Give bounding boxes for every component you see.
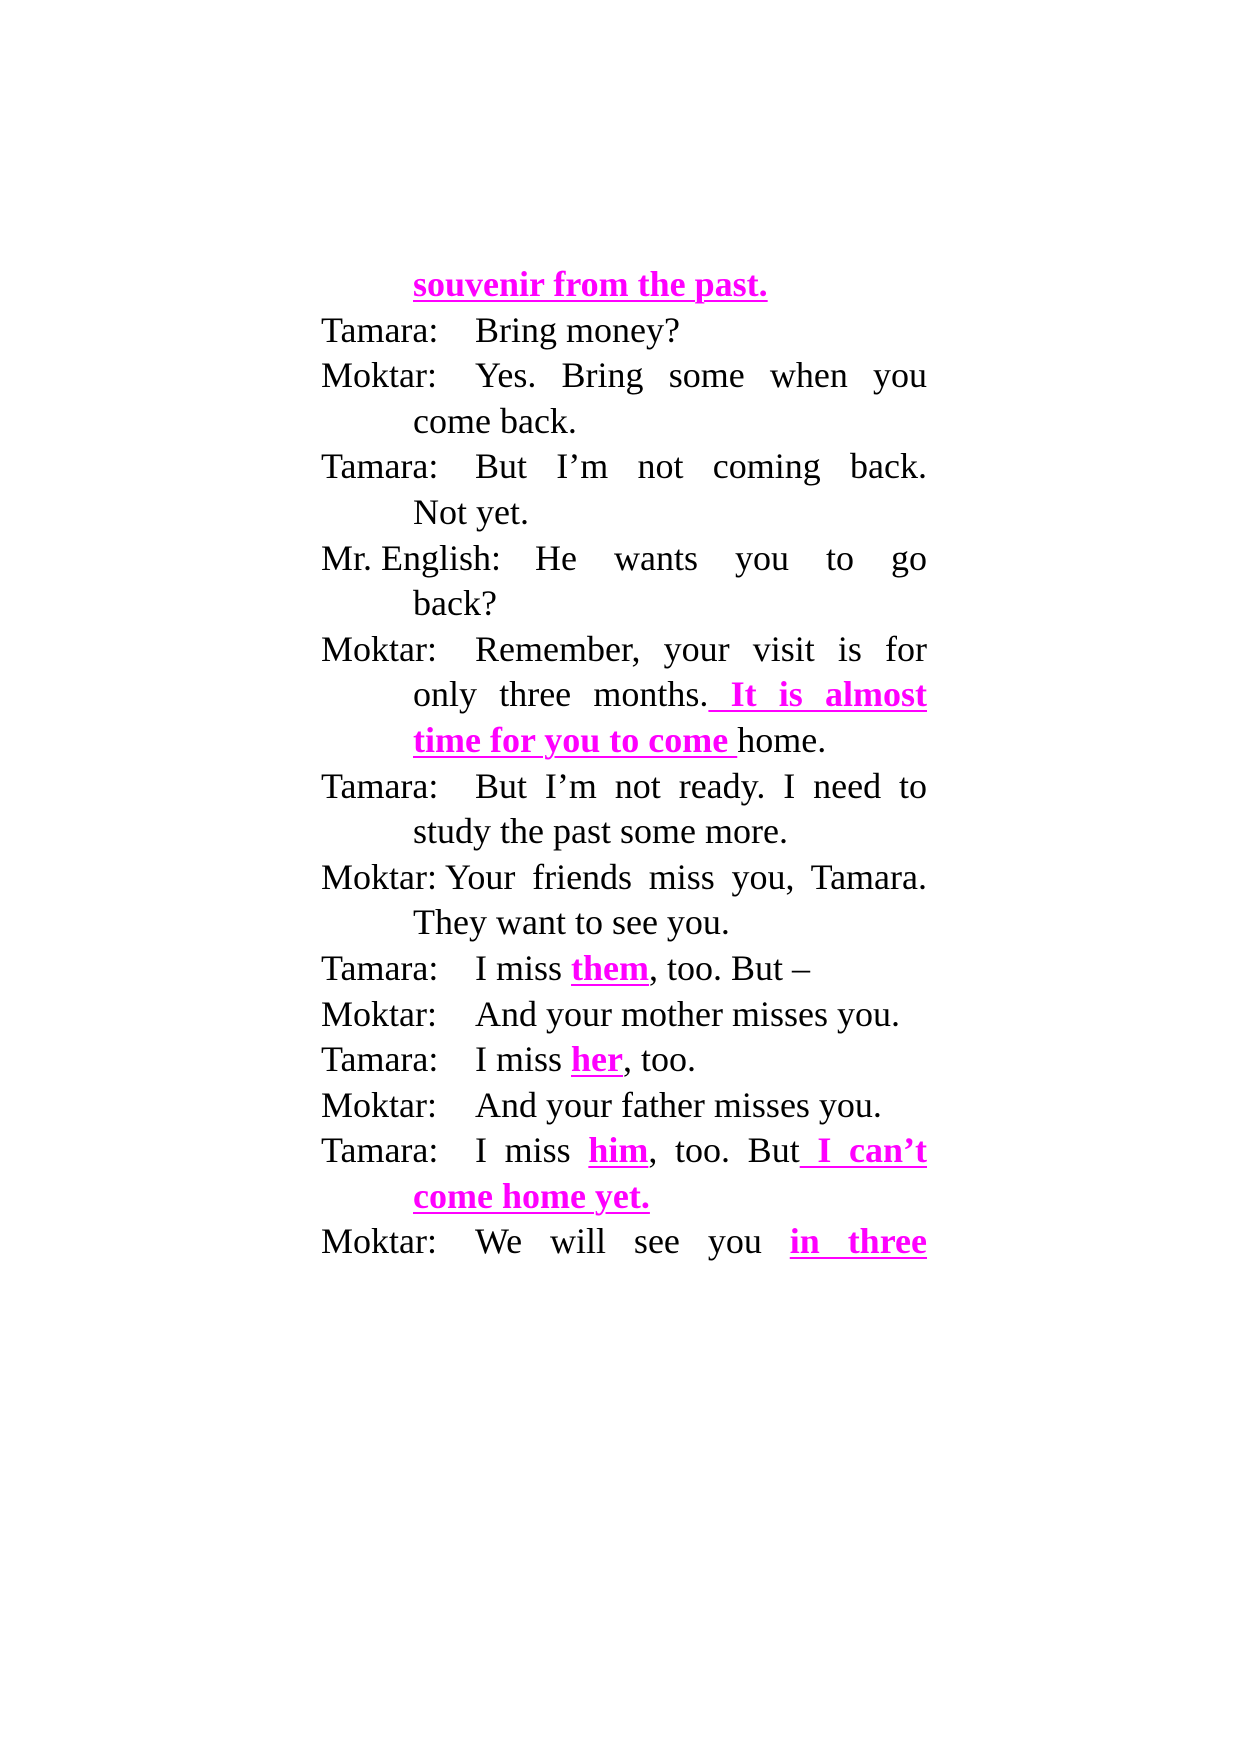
- dialogue-line: [321, 1219, 927, 1265]
- dialogue-line: [321, 262, 927, 308]
- dialogue-line: [321, 718, 927, 764]
- dialogue-text: , too. But: [648, 1130, 800, 1171]
- dialogue-text: back?: [413, 583, 497, 624]
- dialogue-text: I miss: [475, 947, 572, 988]
- dialogue-line: [321, 809, 927, 855]
- answer-highlight: I can’t: [799, 1130, 928, 1171]
- dialogue-line: [321, 536, 927, 582]
- dialogue-line: [321, 946, 927, 992]
- dialogue-line: [321, 900, 927, 946]
- speaker-label: Tamara:: [321, 947, 439, 988]
- answer-highlight: come home yet.: [413, 1175, 650, 1216]
- dialogue-text: Remember, your visit is for: [475, 628, 927, 669]
- speaker-label: Tamara:: [321, 1039, 439, 1080]
- dialogue-text: Not yet.: [413, 491, 529, 532]
- answer-highlight: her: [571, 1039, 623, 1080]
- dialogue-line: [321, 764, 927, 810]
- dialogue-line: [321, 1128, 927, 1174]
- dialogue-text: come back.: [413, 400, 577, 441]
- speaker-label: Tamara:: [321, 309, 439, 350]
- speaker-label: Moktar:: [321, 1221, 437, 1262]
- speaker-label: Moktar:: [321, 1084, 437, 1125]
- answer-highlight: It is almost: [708, 674, 928, 715]
- speaker-label: Mr. English:: [321, 537, 502, 578]
- dialogue-line: [321, 992, 927, 1038]
- dialogue-line: [321, 1083, 927, 1129]
- dialogue-text: home.: [737, 719, 827, 760]
- dialogue-text: I miss: [475, 1130, 589, 1171]
- dialogue-text: But I’m not ready. I need to: [475, 765, 927, 806]
- answer-highlight: them: [571, 947, 649, 988]
- dialogue-text: only three months.: [413, 674, 709, 715]
- speaker-label: Tamara:: [321, 765, 439, 806]
- speaker-label: Moktar:: [321, 355, 437, 396]
- dialogue-line: [321, 399, 927, 445]
- dialogue-text: study the past some more.: [413, 811, 788, 852]
- dialogue-line: [321, 1037, 927, 1083]
- answer-highlight: in three: [789, 1221, 927, 1262]
- dialogue-text: We will see you: [475, 1221, 790, 1262]
- dialogue-text: And your mother misses you.: [475, 993, 900, 1034]
- dialogue-line: [321, 627, 927, 673]
- dialogue-line: [321, 353, 927, 399]
- answer-highlight: time for you to come: [413, 719, 738, 760]
- dialogue-text: But I’m not coming back.: [475, 446, 927, 487]
- dialogue-line: [321, 855, 927, 901]
- dialogue-text: , too.: [623, 1039, 697, 1080]
- dialogue-line: [321, 444, 927, 490]
- dialogue-text: Bring money?: [475, 309, 680, 350]
- speaker-label: Tamara:: [321, 446, 439, 487]
- answer-highlight: souvenir from the past.: [413, 264, 768, 304]
- speaker-label: Moktar:: [321, 856, 437, 897]
- speaker-label: Tamara:: [321, 1130, 439, 1171]
- dialogue-text: And your father misses you.: [475, 1084, 882, 1125]
- dialogue-line: [321, 581, 927, 627]
- dialogue-script: [321, 262, 927, 1265]
- dialogue-line: [321, 672, 927, 718]
- speaker-label: Moktar:: [321, 628, 437, 669]
- dialogue-line: [321, 1174, 927, 1220]
- dialogue-text: He wants you to go: [535, 537, 927, 578]
- dialogue-text: I miss: [475, 1039, 572, 1080]
- dialogue-text: , too. But –: [649, 947, 811, 988]
- dialogue-text: They want to see you.: [413, 902, 730, 943]
- speaker-label: Moktar:: [321, 993, 437, 1034]
- dialogue-line: [321, 308, 927, 354]
- answer-highlight: him: [588, 1130, 649, 1171]
- dialogue-line: [321, 490, 927, 536]
- dialogue-text: Yes. Bring some when you: [475, 355, 927, 396]
- dialogue-text: Your friends miss you, Tamara.: [445, 856, 927, 897]
